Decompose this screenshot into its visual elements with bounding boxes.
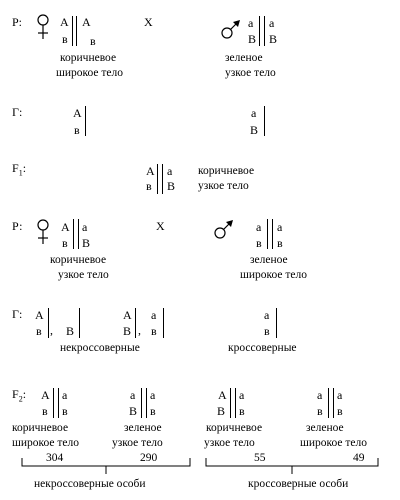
f2-o4-phenotype-color: зеленое <box>306 422 344 434</box>
p2-female-top-2: а <box>82 220 88 234</box>
noncrossover-offspring-label: некроссоверные особи <box>34 478 146 490</box>
p1-female-top-1: А <box>60 15 69 29</box>
p1-male-phenotype-color: зеленое <box>225 52 263 64</box>
f2-o3-top-1: А <box>218 388 227 402</box>
f2-o3-count: 55 <box>254 452 266 464</box>
f1-phenotype-body: узкое тело <box>198 180 249 192</box>
g2-gamete-3-top: А <box>123 308 132 322</box>
f1-bottom-1: в <box>146 179 152 193</box>
f2-o2-phenotype-color: зеленое <box>124 422 162 434</box>
cross-sign: X <box>144 15 153 29</box>
p2-male-phenotype-body: широкое тело <box>240 269 308 281</box>
f1-bottom-2: В <box>167 179 176 193</box>
p1-female-phenotype-body: широкое тело <box>56 67 124 79</box>
p1-male-bottom-1: В <box>248 32 257 46</box>
p2-male-bottom-2: в <box>277 236 283 250</box>
f2-o3-bottom-2: в <box>239 404 245 418</box>
p2-female-phenotype-color: коричневое <box>50 254 107 266</box>
g2-gamete-4-top: а <box>151 308 157 322</box>
g2-gamete-5-top: а <box>264 308 270 322</box>
f1-top-1: А <box>146 164 155 178</box>
f2-o4-bottom-2: в <box>337 404 343 418</box>
f2-label: $F_2$: <box>12 387 27 404</box>
g2-gamete-1-bottom: в <box>36 324 42 338</box>
p2-male-phenotype-color: зеленое <box>250 254 288 266</box>
g2-gamete-1-comma: , <box>50 323 53 337</box>
p2-female-top-1: А <box>61 220 70 234</box>
p1-female-top-2: А <box>82 15 91 29</box>
p2-male-top-2: а <box>277 220 283 234</box>
p1-male-top-1: а <box>248 16 254 30</box>
g1-right-bottom: В <box>250 123 259 137</box>
f2-o2-phenotype-body: узкое тело <box>112 437 163 449</box>
cross-sign-2: Х <box>156 219 165 233</box>
f2-o1-bottom-1: в <box>42 404 48 418</box>
p1-male-top-2: а <box>269 16 275 30</box>
g2-gamete-5-bottom: в <box>264 324 270 338</box>
p1-male-phenotype-body: узкое тело <box>225 67 276 79</box>
f2-o1-top-1: А <box>41 388 50 402</box>
f2-o2-bottom-2: в <box>150 404 156 418</box>
noncrossover-gametes-label: некроссоверные <box>60 342 140 354</box>
g1-right-top: а <box>251 106 257 120</box>
p2-male-top-1: а <box>256 220 262 234</box>
parents-label-2: Р: <box>12 219 23 233</box>
g2-gamete-1-top: А <box>35 308 44 322</box>
f2-o3-phenotype-color: коричневое <box>206 422 263 434</box>
p1-female-bottom-2: в <box>90 34 96 48</box>
f2-o2-bottom-1: В <box>129 404 138 418</box>
p1-female-bottom-1: в <box>62 32 68 46</box>
f2-o4-count: 49 <box>353 452 365 464</box>
f2-o2-top-1: а <box>130 388 136 402</box>
f2-o4-top-2: а <box>337 388 343 402</box>
g2-gamete-2-bottom: В <box>66 324 75 338</box>
f2-o1-phenotype-body: широкое тело <box>12 437 80 449</box>
p2-female-bottom-1: в <box>62 236 68 250</box>
f2-o4-phenotype-body: широкое тело <box>300 437 368 449</box>
crossover-offspring-label: кроссоверные особи <box>248 478 349 490</box>
f2-o2-count: 290 <box>140 452 158 464</box>
g1-left-top: А <box>73 106 82 120</box>
f2-o3-bottom-1: В <box>217 404 226 418</box>
gametes-label-2: Г: <box>12 307 23 321</box>
f2-o1-count: 304 <box>46 452 64 464</box>
f1-top-2: а <box>167 164 173 178</box>
f2-o4-top-1: а <box>317 388 323 402</box>
g1-left-bottom: в <box>74 123 80 137</box>
f2-o3-top-2: а <box>239 388 245 402</box>
f2-o2-top-2: а <box>150 388 156 402</box>
gametes-label: Г: <box>12 105 23 119</box>
parents-label: P: <box>12 15 23 29</box>
g2-gamete-4-bottom: в <box>151 324 157 338</box>
p2-female-bottom-2: В <box>82 236 91 250</box>
p1-female-phenotype-color: коричневое <box>60 52 117 64</box>
crossover-gametes-label: кроссоверные <box>228 342 297 354</box>
f2-o3-phenotype-body: узкое тело <box>204 437 255 449</box>
f1-phenotype-color: коричневое <box>198 165 255 177</box>
f2-o1-top-2: а <box>62 388 68 402</box>
p1-male-bottom-2: В <box>269 32 278 46</box>
p2-female-phenotype-body: узкое тело <box>58 269 109 281</box>
f2-o1-bottom-2: в <box>62 404 68 418</box>
f2-o4-bottom-1: в <box>317 404 323 418</box>
g2-gamete-3-comma: , <box>138 323 141 337</box>
p2-male-bottom-1: в <box>256 236 262 250</box>
g2-gamete-3-bottom: В <box>123 324 132 338</box>
f2-o1-phenotype-color: коричневое <box>12 422 69 434</box>
f1-label: $F_1$: <box>12 161 27 178</box>
